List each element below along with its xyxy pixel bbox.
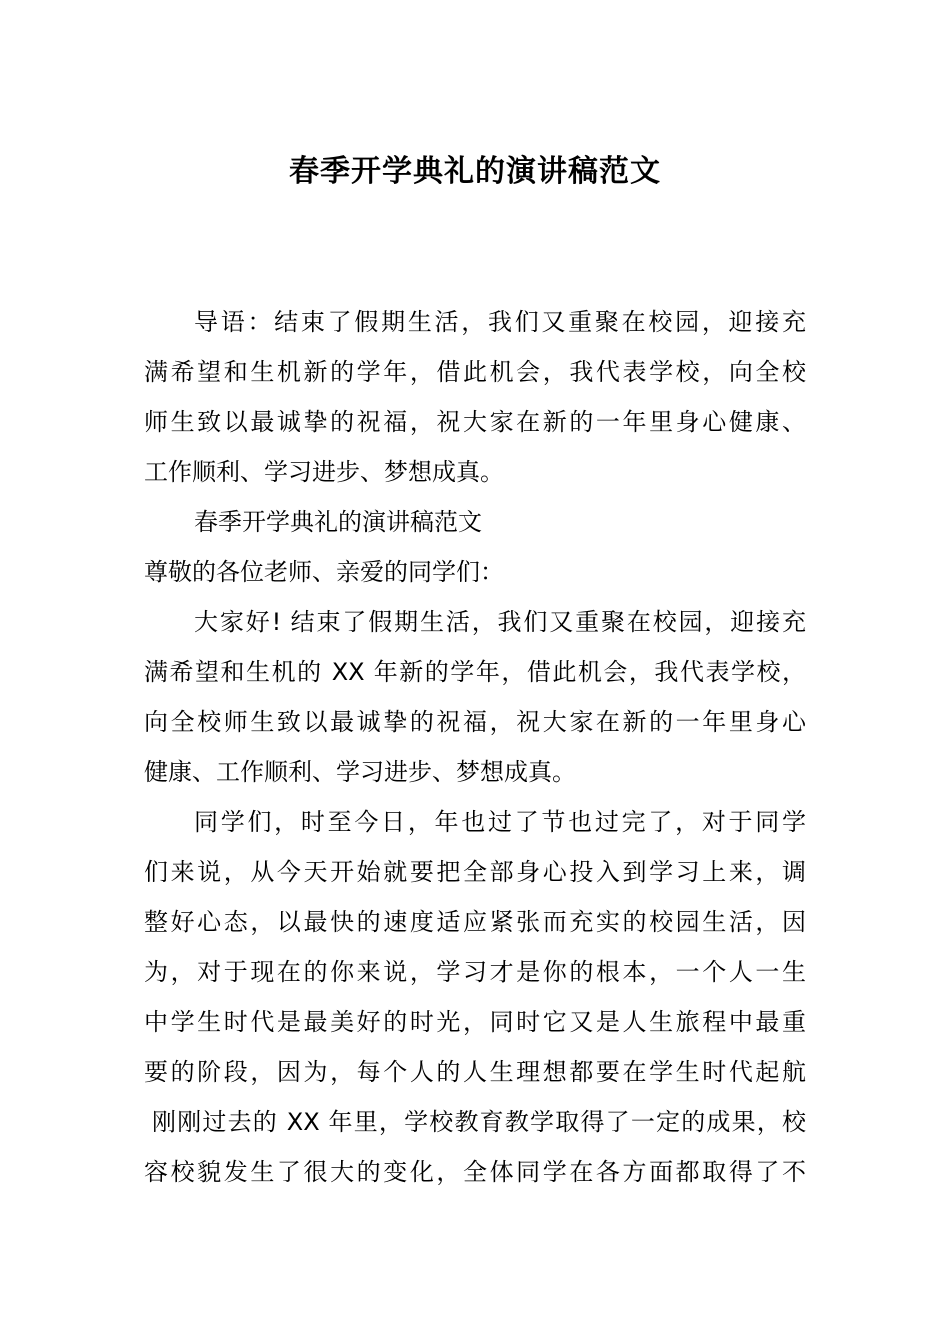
text-line: 大家好! 结束了假期生活，我们又重聚在校园，迎接充: [194, 608, 806, 636]
document-title: 春季开学典礼的演讲稿范文: [289, 154, 661, 189]
text-line: 为，对于现在的你来说，学习才是你的根本，一个人一生: [144, 958, 806, 986]
text-line: 满希望和生机的 XX 年新的学年，借此机会，我代表学校，: [144, 658, 806, 686]
document-body: [144, 297, 806, 1197]
text-line: 向全校师生致以最诚挚的祝福，祝大家在新的一年里身心: [144, 708, 806, 736]
text-line: 整好心态，以最快的速度适应紧张而充实的校园生活，因: [144, 908, 806, 936]
text-line: 春季开学典礼的演讲稿范文: [194, 508, 482, 536]
text-line: 要的阶段，因为，每个人的人生理想都要在学生时代起航: [144, 1058, 806, 1086]
text-line: 中学生时代是最美好的时光，同时它又是人生旅程中最重: [144, 1008, 806, 1036]
text-line: 导语：结束了假期生活，我们又重聚在校园，迎接充: [194, 308, 806, 336]
text-line: 健康、工作顺利、学习进步、梦想成真。: [144, 758, 576, 786]
text-line: 容校貌发生了很大的变化，全体同学在各方面都取得了不: [144, 1158, 806, 1186]
text-line: 尊敬的各位老师、亲爱的同学们：: [144, 558, 504, 586]
text-line: 们来说，从今天开始就要把全部身心投入到学习上来，调: [144, 858, 806, 886]
text-line: 同学们，时至今日，年也过了节也过完了，对于同学: [194, 808, 806, 836]
text-line: 刚刚过去的 XX 年里，学校教育教学取得了一定的成果，校: [152, 1108, 806, 1136]
text-line: 满希望和生机新的学年，借此机会，我代表学校，向全校: [144, 358, 806, 386]
text-line: 师生致以最诚挚的祝福，祝大家在新的一年里身心健康、: [144, 408, 806, 436]
text-line: 工作顺利、学习进步、梦想成真。: [144, 458, 504, 486]
